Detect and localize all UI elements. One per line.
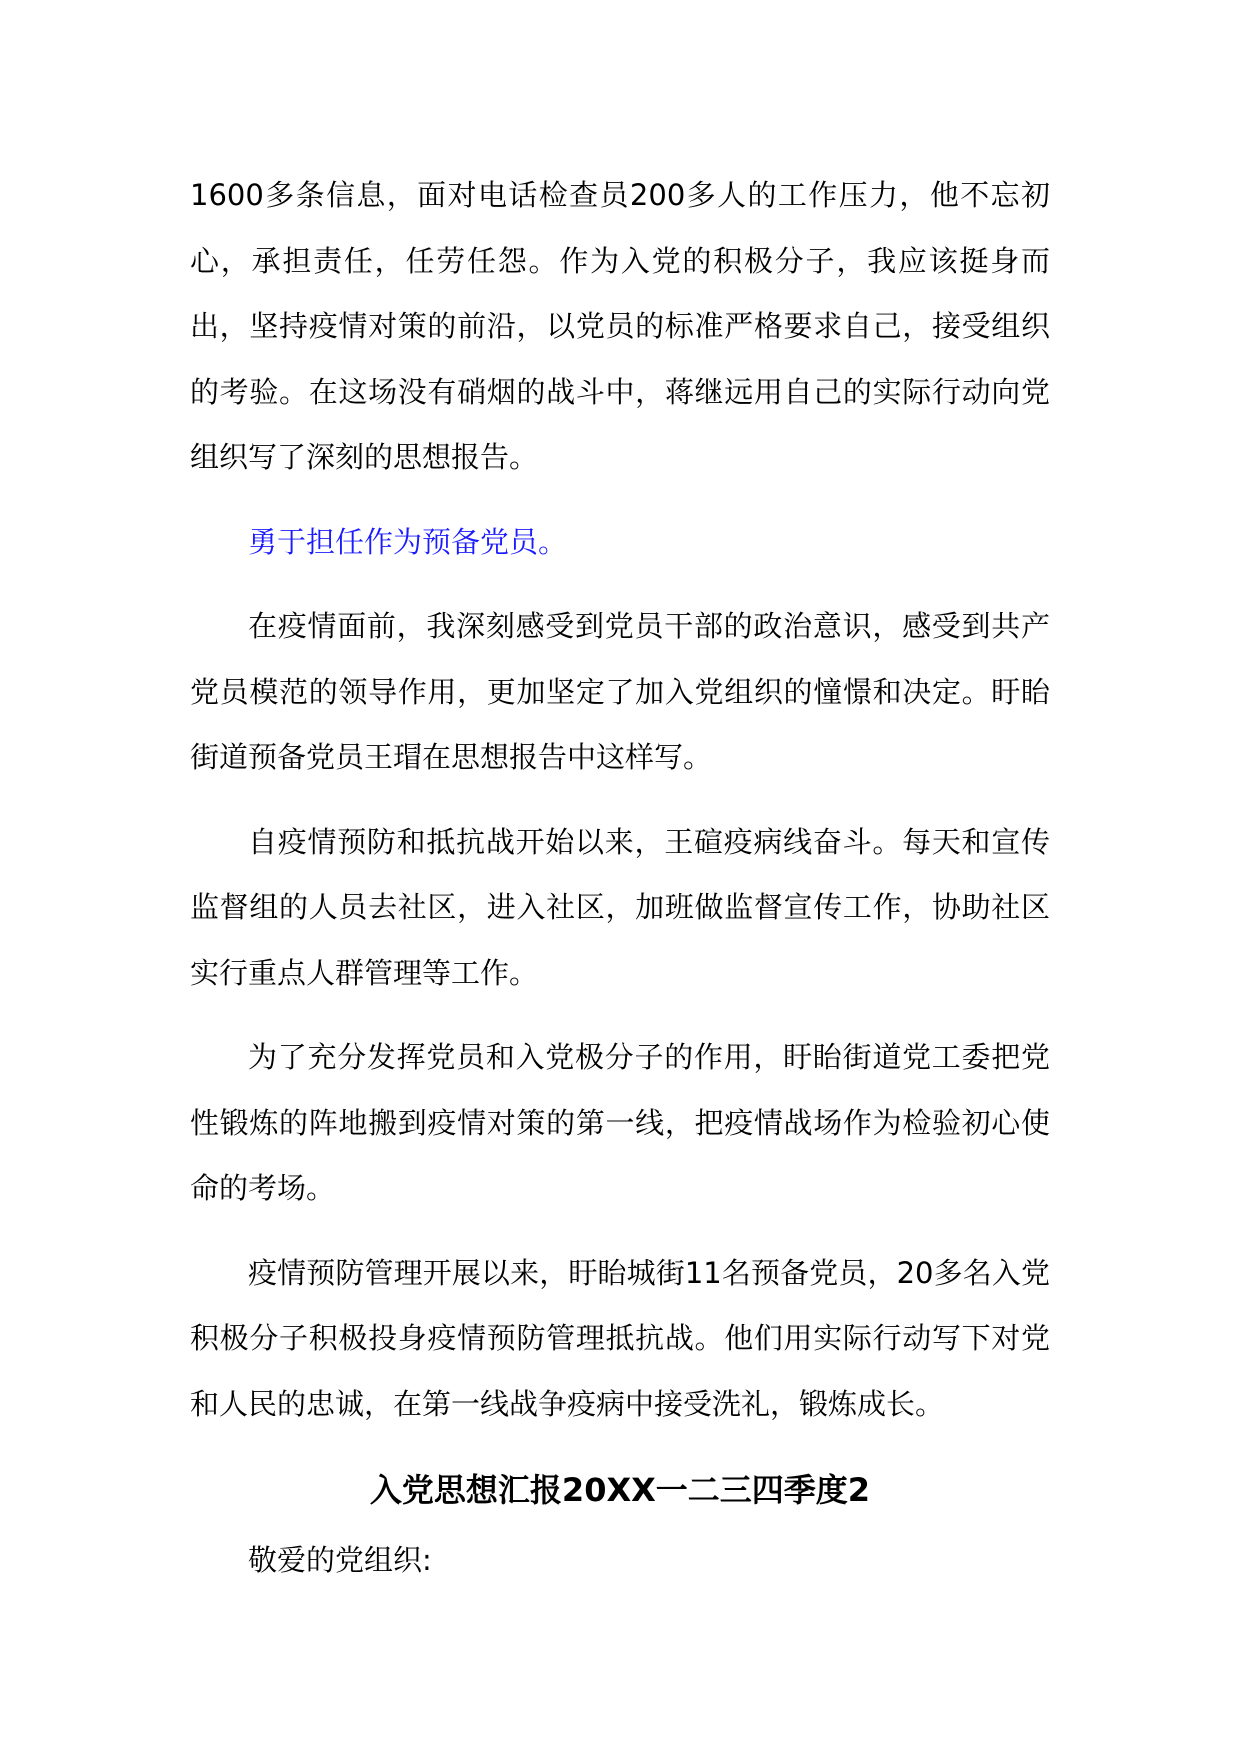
salutation: 敬爱的党组织: xyxy=(248,1543,432,1577)
paragraph-5: 为了充分发挥党员和入党极分子的作用，盱眙街道党工委把党性锻炼的阵地搬到疫情对策的第一线，把疫情战场作为检验初心使命的考场。 xyxy=(190,1040,1050,1205)
paragraph-6: 疫情预防管理开展以来，盱眙城街11名预备党员，20多名入党积极分子积极投身疫情预防管理抵抗战。他们用实际行动写下对党和人民的忠诚，在第一线战争疫病中接受洗礼，锻炼成长。 xyxy=(190,1255,1050,1421)
paragraph-subheading-link: 勇于担任作为预备党员。 xyxy=(248,524,568,559)
paragraph-1: 1600多条信息，面对电话检查员200多人的工作压力，他不忘初心，承担责任，任劳任怨。作为入党的积极分子，我应该挺身而出，坚持疫情对策的前沿，以党员的标准严格要求自己，接受组织的考验。在这场没有硝烟的战斗中，蒋继远用自己的实际行动向党组织写了深刻的思想报告。 xyxy=(190,178,1050,474)
paragraph-4: 自疫情预防和抵抗战开始以来，王碹疫病线奋斗。每天和宣传监督组的人员去社区，进入社区，加班做监督宣传工作，协助社区实行重点人群管理等工作。 xyxy=(190,824,1050,990)
section-heading: 入党思想汇报20XX一二三四季度2 xyxy=(369,1471,871,1509)
document-body xyxy=(190,163,1050,1593)
paragraph-3: 在疫情面前，我深刻感受到党员干部的政治意识，感受到共产党员模范的领导作用，更加坚定了加入党组织的憧憬和决定。盱眙街道预备党员王瑁在思想报告中这样写。 xyxy=(190,609,1050,774)
